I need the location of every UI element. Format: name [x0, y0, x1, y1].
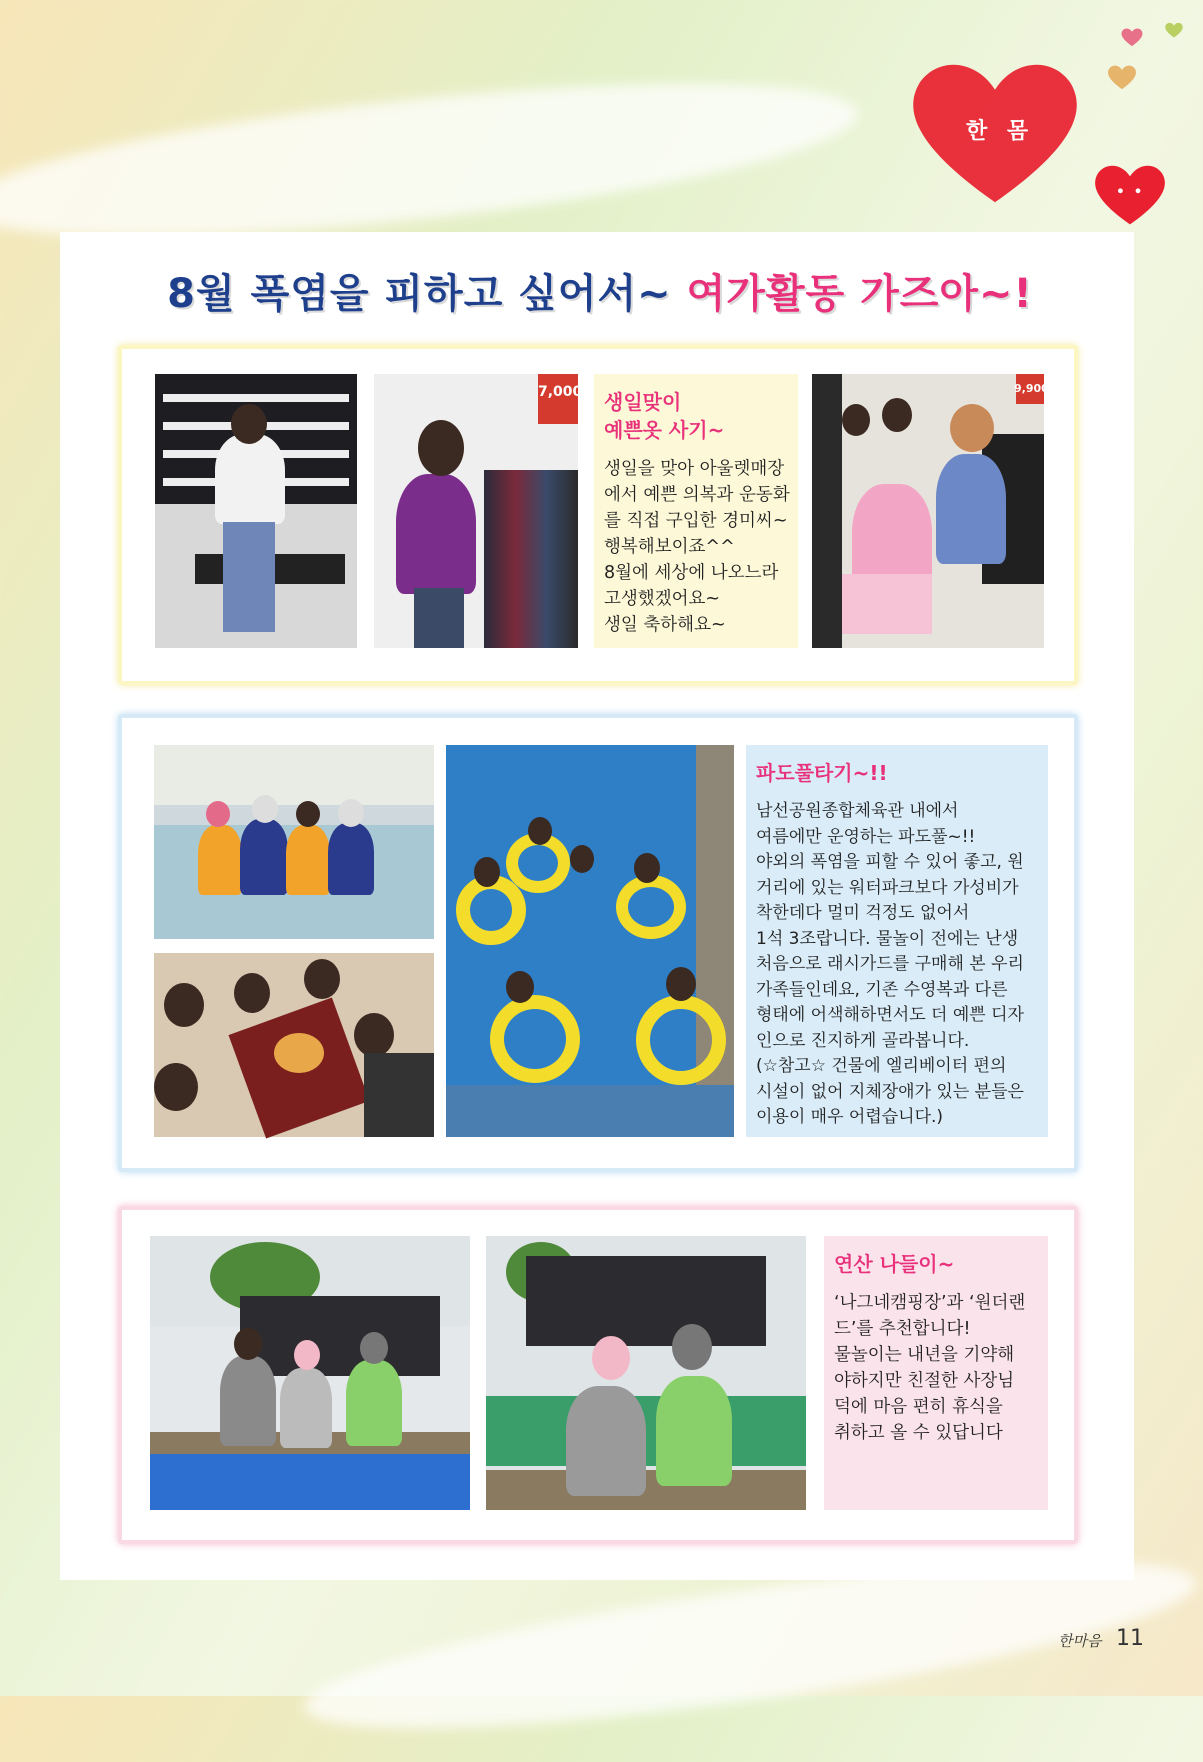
body-line: 시설이 없어 지체장애가 있는 분들은	[756, 1081, 1024, 1102]
body-line: 야하지만 친절한 사장님	[834, 1371, 1015, 1391]
price-tag-text: 7,000	[538, 384, 583, 400]
photo-wavepool-tubes	[446, 745, 734, 1137]
heart-icon	[1090, 158, 1170, 230]
section-heading: 파도풀타기~!!	[756, 761, 888, 785]
page-title	[0, 262, 1200, 319]
price-tag-text: 9,900	[1014, 382, 1049, 395]
body-line: 이용이 매우 어렵습니다.)	[756, 1107, 944, 1127]
title-main: 8월 폭염을 피하고 싶어서~	[167, 271, 672, 317]
heart-icon	[1106, 64, 1138, 90]
body-line: 행복해보이죠^^	[604, 537, 735, 557]
section-tag: 한 몸	[966, 119, 1035, 144]
body-line: 에서 예쁜 의복과 운동화	[604, 485, 790, 505]
body-line: 형태에 어색해하면서도 더 예쁜 디자	[756, 1005, 1024, 1025]
section-heading: 연산 나들이~	[834, 1252, 955, 1276]
body-line: 거리에 있는 워터파크보다 가성비가	[756, 877, 1019, 898]
body-line: 생일 축하해요~	[604, 615, 726, 635]
body-line: 착한데다 멀미 걱정도 없어서	[756, 903, 970, 923]
body-line: 물놀이는 내년을 기약해	[834, 1345, 1015, 1365]
body-line: ‘나그네캠핑장’과 ‘원더랜	[834, 1293, 1026, 1313]
text-box-shopping	[594, 374, 798, 648]
heart-icon	[1120, 26, 1144, 48]
title-accent: 여가활동 가즈아~!	[686, 271, 1033, 317]
body-line: 가족들인데요, 기존 수영복과 다른	[756, 979, 1008, 1000]
body-line: 드’를 추천합니다!	[834, 1319, 971, 1339]
photo-camping-poolside-three	[150, 1236, 470, 1510]
photo-rashguard-shopping	[812, 374, 1049, 648]
photo-pizza-meal	[154, 953, 434, 1137]
page-number: 11	[1116, 1626, 1144, 1651]
photo-shoe-store	[155, 374, 357, 648]
magazine-name: 한마음	[1058, 1632, 1102, 1650]
text-box-outing	[824, 1236, 1048, 1510]
photo-clothing-store	[374, 374, 583, 648]
body-line: 덕에 마음 편히 휴식을	[834, 1397, 1003, 1417]
body-line: 취하고 올 수 있답니다	[834, 1423, 1003, 1443]
text-box-wavepool	[746, 745, 1048, 1137]
body-line: 남선공원종합체육관 내에서	[756, 801, 959, 821]
body-line: 생일을 맞아 아울렛매장	[604, 459, 785, 479]
photo-camping-poolside-two	[486, 1236, 806, 1510]
body-line: 여름에만 운영하는 파도풀~!!	[756, 826, 976, 847]
body-line: 야외의 폭염을 피할 수 있어 좋고, 원	[756, 852, 1024, 872]
section-heading: 생일맞이 예쁜옷 사기~	[604, 390, 725, 442]
body-line: (☆참고☆ 건물에 엘리베이터 편의	[756, 1056, 1007, 1076]
body-line: 를 직접 구입한 경미씨~	[604, 511, 788, 531]
body-line: 인으로 진지하게 골라봅니다.	[756, 1030, 970, 1051]
body-line: 고생했겠어요~	[604, 589, 721, 609]
body-line: 처음으로 래시가드를 구매해 본 우리	[756, 954, 1024, 974]
photo-pool-group	[154, 745, 434, 939]
body-line: 1석 3조랍니다. 물놀이 전에는 난생	[756, 928, 1019, 949]
body-line: 8월에 세상에 나오느라	[604, 563, 779, 583]
heart-icon	[1164, 22, 1184, 38]
